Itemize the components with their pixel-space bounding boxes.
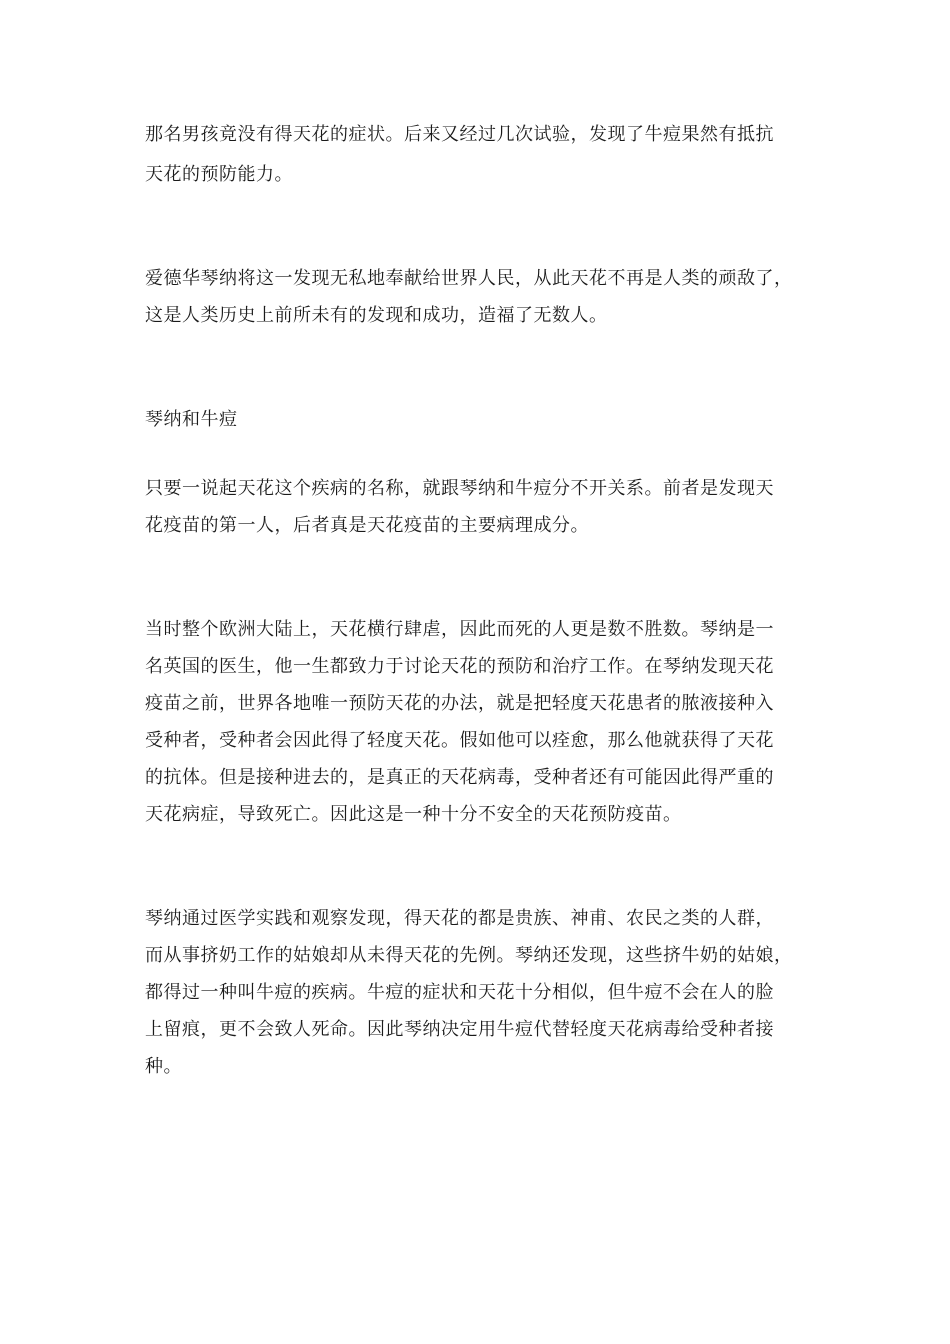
paragraph-5-line-3: 都得过一种叫牛痘的疾病。牛痘的症状和天花十分相似，但牛痘不会在人的脸	[145, 982, 774, 1003]
paragraph-1-line-2: 天花的预防能力。	[145, 164, 293, 185]
paragraph-5-line-5: 种。	[145, 1056, 182, 1077]
paragraph-4-line-5: 的抗体。但是接种进去的，是真正的天花病毒，受种者还有可能因此得严重的	[145, 767, 774, 788]
paragraph-4-line-6: 天花病症，导致死亡。因此这是一种十分不安全的天花预防疫苗。	[145, 804, 682, 825]
paragraph-4-line-2: 名英国的医生，他一生都致力于讨论天花的预防和治疗工作。在琴纳发现天花	[145, 656, 774, 677]
paragraph-4-line-1: 当时整个欧洲大陆上，天花横行肆虐，因此而死的人更是数不胜数。琴纳是一	[145, 619, 774, 640]
paragraph-3-line-1: 只要一说起天花这个疾病的名称，就跟琴纳和牛痘分不开关系。前者是发现天	[145, 478, 774, 499]
section-heading: 琴纳和牛痘	[145, 409, 238, 430]
paragraph-5-line-4: 上留痕，更不会致人死命。因此琴纳决定用牛痘代替轻度天花病毒给受种者接	[145, 1019, 774, 1040]
paragraph-2-line-1: 爱德华琴纳将这一发现无私地奉献给世界人民，从此天花不再是人类的顽敌了，	[145, 268, 793, 289]
paragraph-5-line-2: 而从事挤奶工作的姑娘却从未得天花的先例。琴纳还发现，这些挤牛奶的姑娘，	[145, 945, 793, 966]
paragraph-2-line-2: 这是人类历史上前所未有的发现和成功，造福了无数人。	[145, 305, 608, 326]
paragraph-5-line-1: 琴纳通过医学实践和观察发现，得天花的都是贵族、神甫、农民之类的人群，	[145, 908, 774, 929]
paragraph-4-line-4: 受种者，受种者会因此得了轻度天花。假如他可以痊愈，那么他就获得了天花	[145, 730, 774, 751]
paragraph-4-line-3: 疫苗之前，世界各地唯一预防天花的办法，就是把轻度天花患者的脓液接种入	[145, 693, 774, 714]
paragraph-1-line-1: 那名男孩竟没有得天花的症状。后来又经过几次试验，发现了牛痘果然有抵抗	[145, 124, 774, 145]
paragraph-3-line-2: 花疫苗的第一人，后者真是天花疫苗的主要病理成分。	[145, 515, 589, 536]
